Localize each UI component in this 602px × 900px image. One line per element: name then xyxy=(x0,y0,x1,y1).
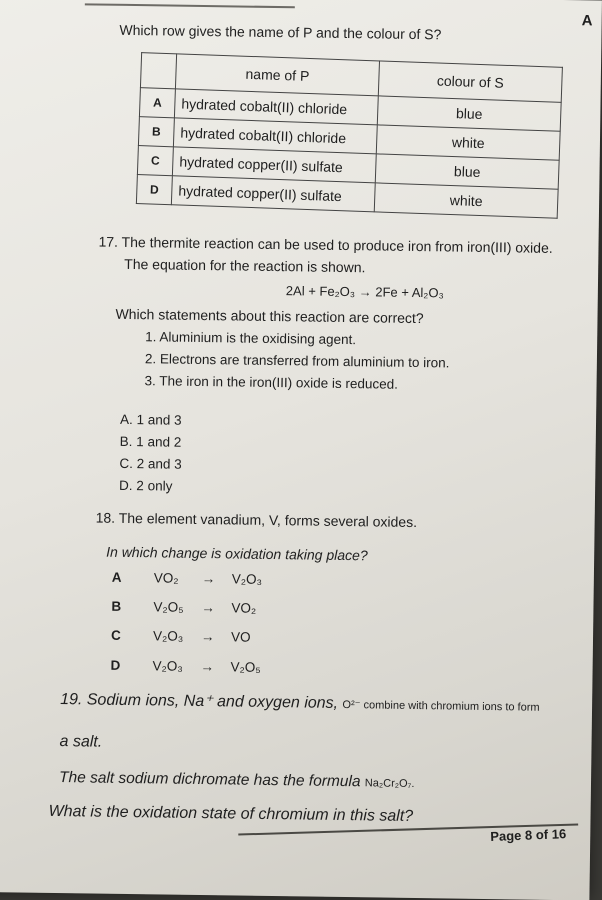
row-key: C xyxy=(137,146,173,176)
option-from: VO₂ xyxy=(153,570,179,586)
arrow-icon: → xyxy=(201,600,216,616)
q18-option-a xyxy=(112,570,262,587)
arrow-icon: → xyxy=(200,629,215,645)
corner-letter: A xyxy=(581,12,593,30)
q17-answer-d: D. 2 only xyxy=(119,477,173,494)
header-colour-of-s: colour of S xyxy=(378,61,562,102)
option-key: A xyxy=(111,569,122,585)
q17-answer-c: C. 2 and 3 xyxy=(119,455,182,472)
arrow-icon: → xyxy=(200,659,215,675)
q19-formula: Na₂Cr₂O₇. xyxy=(364,777,415,791)
q18-option-d xyxy=(111,658,261,675)
header-name-of-p: name of P xyxy=(175,54,379,96)
q19-oxide-ion: O²⁻ xyxy=(342,698,361,712)
option-to: VO xyxy=(230,629,251,645)
q19-text-b: combine with chromium ions to form xyxy=(360,699,540,714)
page-number: Page 8 of 16 xyxy=(490,826,567,845)
q18-question: 18. The element vanadium, V, forms several oxides. xyxy=(95,509,418,531)
row-name: hydrated copper(II) sulfate xyxy=(171,176,375,212)
option-to: VO₂ xyxy=(231,600,257,616)
option-key: D xyxy=(110,657,121,673)
statement-2: 2. Electrons are transferred from aluminium to iron. xyxy=(144,351,450,371)
q19-line-4: What is the oxidation state of chromium in this salt? xyxy=(48,802,414,825)
arrow-icon: → xyxy=(201,571,216,587)
option-from: V₂O₅ xyxy=(153,599,184,615)
row-name: hydrated cobalt(II) chloride xyxy=(174,89,378,125)
header-key xyxy=(140,53,176,89)
q19-line-2: a salt. xyxy=(59,733,103,751)
q19-text-a: 19. Sodium ions, Na⁺ and oxygen ions, xyxy=(60,691,343,712)
row-colour: blue xyxy=(375,154,559,189)
option-from: V₂O₃ xyxy=(152,658,183,674)
option-key: B xyxy=(111,598,122,614)
top-divider xyxy=(85,3,295,8)
option-key: C xyxy=(110,627,121,643)
q16-options-table xyxy=(136,52,563,219)
q17-answer-a: A. 1 and 3 xyxy=(119,411,182,428)
row-key: D xyxy=(136,175,172,205)
row-key: A xyxy=(139,88,175,118)
statement-1: 1. Aluminium is the oxidising agent. xyxy=(145,329,357,348)
q19-text-c: The salt sodium dichromate has the formula xyxy=(58,769,365,791)
q17-answer-b: B. 1 and 2 xyxy=(119,433,182,450)
row-name: hydrated copper(II) sulfate xyxy=(172,147,376,183)
row-name: hydrated cobalt(II) chloride xyxy=(173,118,377,154)
q18-option-b xyxy=(111,599,256,616)
q19-line-3 xyxy=(59,769,415,792)
q17-equation: 2Al + Fe₂O₃ → 2Fe + Al₂O₃ xyxy=(285,283,444,301)
q18-option-c xyxy=(111,628,251,645)
option-from: V₂O₃ xyxy=(152,628,184,644)
option-to: V₂O₅ xyxy=(230,659,261,675)
option-to: V₂O₃ xyxy=(231,571,263,587)
q18-ask: In which change is oxidation taking place? xyxy=(106,543,368,564)
statement-3: 3. The iron in the iron(III) oxide is reduced. xyxy=(144,373,399,392)
q19-line-1 xyxy=(60,689,540,716)
row-key: B xyxy=(138,117,174,147)
row-colour: white xyxy=(374,183,558,218)
q17-ask: Which statements about this reaction are correct? xyxy=(115,305,424,327)
q17-equation-intro: The equation for the reaction is shown. xyxy=(124,255,366,276)
q16-question: Which row gives the name of P and the colour of S? xyxy=(119,21,442,43)
row-colour: blue xyxy=(377,96,561,131)
row-colour: white xyxy=(376,125,560,160)
q17-question: 17. The thermite reaction can be used to produce iron from iron(III) oxide. xyxy=(98,233,553,256)
